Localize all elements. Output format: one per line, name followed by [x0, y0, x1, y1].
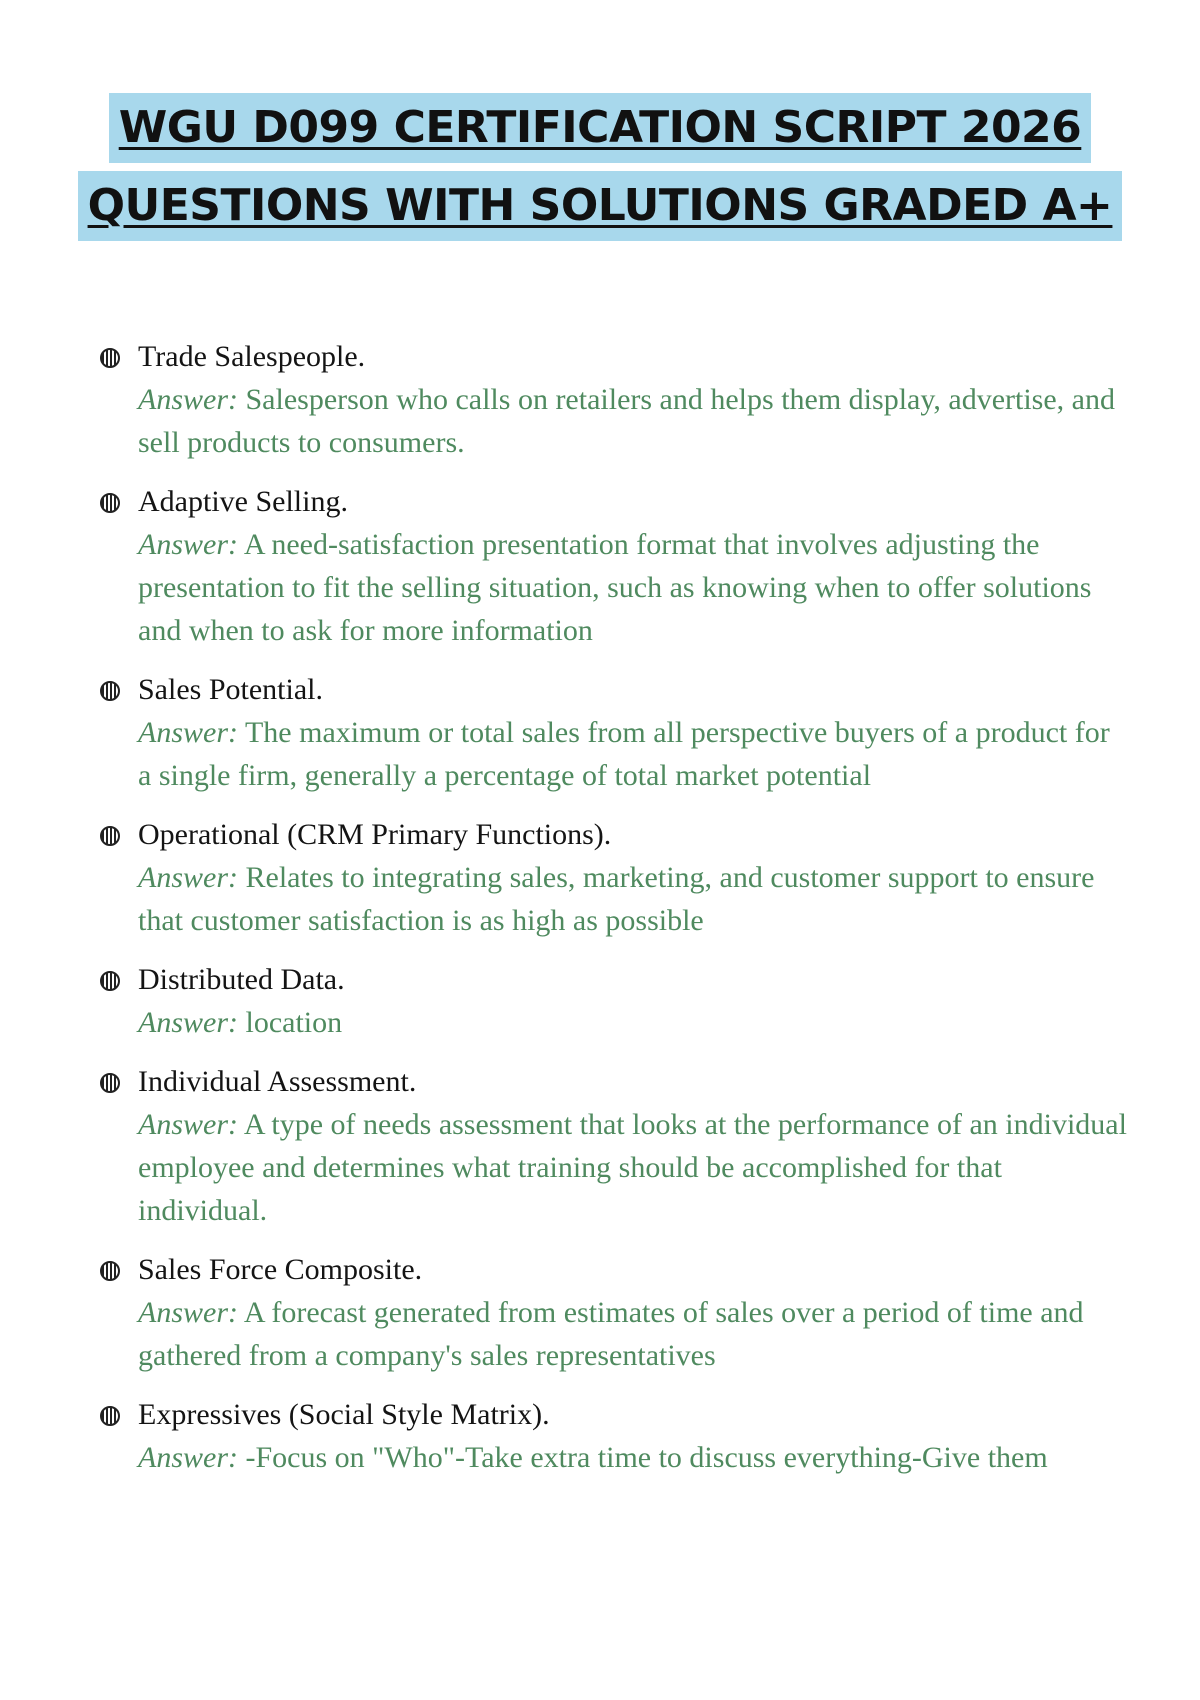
answer-text [138, 1291, 1128, 1377]
striped-circle-bullet-icon [100, 493, 120, 513]
answer-text [138, 378, 1128, 464]
answer-label: Answer: [138, 716, 238, 749]
answer-text [138, 711, 1128, 797]
answer-label: Answer: [138, 1108, 238, 1141]
striped-circle-bullet-icon [100, 971, 120, 991]
title-line-1: WGU D099 CERTIFICATION SCRIPT 2026 [109, 93, 1092, 163]
striped-circle-bullet-icon [100, 348, 120, 368]
question-text: Trade Salespeople. [138, 340, 366, 373]
qa-item [98, 1060, 1128, 1232]
striped-circle-bullet-icon [100, 826, 120, 846]
answer-label: Answer: [138, 383, 238, 416]
question-text: Sales Force Composite. [138, 1253, 423, 1286]
qa-item [98, 480, 1128, 652]
answer-label: Answer: [138, 1296, 238, 1329]
answer-label: Answer: [138, 861, 238, 894]
qa-item [98, 668, 1128, 797]
question-text: Distributed Data. [138, 963, 345, 996]
striped-circle-bullet-icon [100, 1406, 120, 1426]
qa-item [98, 958, 1128, 1044]
answer-body: Salesperson who calls on retailers and helps them display, advertise, and sell products to consumers. [138, 383, 1115, 459]
answer-body: Relates to integrating sales, marketing, and customer support to ensure that customer satisfaction is as high as possible [138, 861, 1095, 937]
answer-text [138, 856, 1128, 942]
answer-text [138, 1103, 1128, 1232]
striped-circle-bullet-icon [100, 681, 120, 701]
answer-body: -Focus on "Who"-Take extra time to discuss everything-Give them [245, 1441, 1048, 1474]
answer-text [138, 1001, 1128, 1044]
striped-circle-bullet-icon [100, 1073, 120, 1093]
document-title [0, 93, 1200, 241]
question-text: Individual Assessment. [138, 1065, 417, 1098]
qa-list [98, 335, 1128, 1495]
title-line-2: QUESTIONS WITH SOLUTIONS GRADED A+ [78, 171, 1123, 241]
answer-body: A need-satisfaction presentation format that involves adjusting the presentation to fit the selling situation, such as knowing when to offer solutions and when to ask for more information [138, 528, 1092, 647]
answer-label: Answer: [138, 1441, 238, 1474]
answer-body: location [245, 1006, 343, 1039]
answer-text [138, 1436, 1128, 1479]
answer-body: A forecast generated from estimates of sales over a period of time and gathered from a company's sales representatives [138, 1296, 1084, 1372]
qa-item [98, 813, 1128, 942]
qa-item [98, 335, 1128, 464]
question-text: Operational (CRM Primary Functions). [138, 818, 612, 851]
answer-text [138, 523, 1128, 652]
answer-body: The maximum or total sales from all perspective buyers of a product for a single firm, generally a percentage of total market potential [138, 716, 1110, 792]
question-text: Sales Potential. [138, 673, 323, 706]
answer-label: Answer: [138, 528, 238, 561]
striped-circle-bullet-icon [100, 1261, 120, 1281]
qa-item [98, 1248, 1128, 1377]
qa-item [98, 1393, 1128, 1479]
answer-body: A type of needs assessment that looks at the performance of an individual employee and determines what training should be accomplished for that individual. [138, 1108, 1127, 1227]
answer-label: Answer: [138, 1006, 238, 1039]
question-text: Expressives (Social Style Matrix). [138, 1398, 550, 1431]
question-text: Adaptive Selling. [138, 485, 348, 518]
